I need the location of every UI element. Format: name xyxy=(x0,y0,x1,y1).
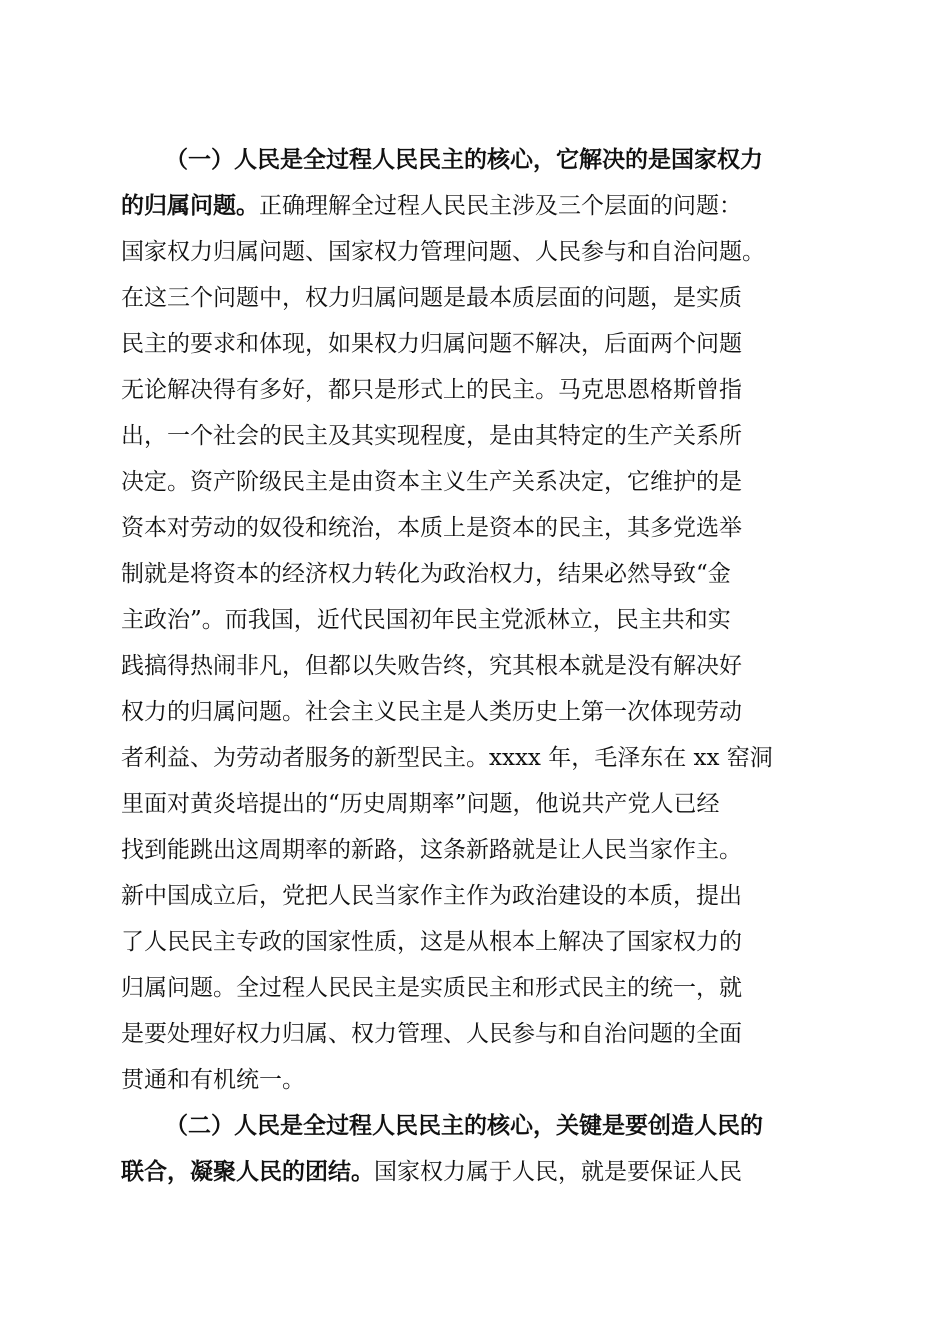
paragraph-line: 国家权力归属问题、国家权力管理问题、人民参与和自治问题。 xyxy=(121,239,765,265)
section-heading: 联合，凝聚人民的团结。 xyxy=(121,1158,374,1185)
paragraph-line: 者利益、为劳动者服务的新型民主。xxxx 年，毛泽东在 xx 窑洞 xyxy=(121,745,773,771)
paragraph-line: 资本对劳动的奴役和统治，本质上是资本的民主，其多党选举 xyxy=(121,515,742,541)
section-heading: 的归属问题。 xyxy=(121,192,259,219)
paragraph-line: 贯通和有机统一。 xyxy=(121,1067,305,1093)
paragraph-line: 在这三个问题中，权力归属问题是最本质层面的问题，是实质 xyxy=(121,285,742,311)
paragraph-line: 无论解决得有多好，都只是形式上的民主。马克思恩格斯曾指 xyxy=(121,377,742,403)
paragraph-line: 找到能跳出这周期率的新路，这条新路就是让人民当家作主。 xyxy=(121,837,742,863)
paragraph-line: 民主的要求和体现，如果权力归属问题不解决，后面两个问题 xyxy=(121,331,742,357)
section-heading: （二）人民是全过程人民民主的核心，关键是要创造人民的 xyxy=(165,1112,763,1139)
paragraph-line: 权力的归属问题。社会主义民主是人类历史上第一次体现劳动 xyxy=(121,699,742,725)
body-text: 国家权力属于人民，就是要保证人民 xyxy=(374,1159,742,1185)
paragraph-line xyxy=(121,183,831,229)
paragraph-line: 践搞得热闹非凡，但都以失败告终，究其根本就是没有解决好 xyxy=(121,653,742,679)
document-body xyxy=(121,137,831,1195)
paragraph-line xyxy=(121,137,831,183)
paragraph-line: 里面对黄炎培提出的“历史周期率”问题，他说共产党人已经 xyxy=(121,791,720,817)
paragraph-line: 归属问题。全过程人民民主是实质民主和形式民主的统一，就 xyxy=(121,975,742,1001)
section-heading: （一）人民是全过程人民民主的核心，它解决的是国家权力 xyxy=(165,146,763,173)
paragraph-line: 制就是将资本的经济权力转化为政治权力，结果必然导致“金 xyxy=(121,561,731,587)
paragraph-line xyxy=(121,1103,831,1149)
paragraph-line: 出，一个社会的民主及其实现程度，是由其特定的生产关系所 xyxy=(121,423,742,449)
paragraph-line xyxy=(121,1149,831,1195)
paragraph-line: 是要处理好权力归属、权力管理、人民参与和自治问题的全面 xyxy=(121,1021,742,1047)
paragraph-line: 决定。资产阶级民主是由资本主义生产关系决定，它维护的是 xyxy=(121,469,742,495)
paragraph-line: 主政治”。而我国，近代民国初年民主党派林立，民主共和实 xyxy=(121,607,731,633)
body-text: 正确理解全过程人民民主涉及三个层面的问题： xyxy=(259,193,742,219)
paragraph-line: 新中国成立后，党把人民当家作主作为政治建设的本质，提出 xyxy=(121,883,742,909)
paragraph-line: 了人民民主专政的国家性质，这是从根本上解决了国家权力的 xyxy=(121,929,742,955)
